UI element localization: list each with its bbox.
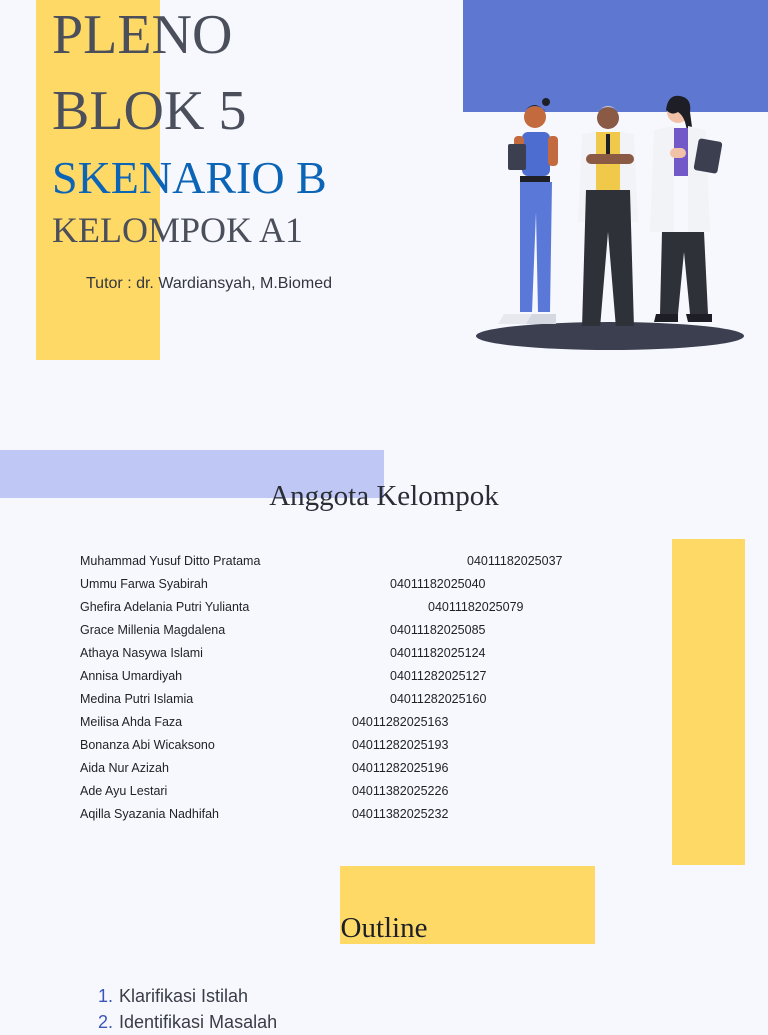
member-name: Ghefira Adelania Putri Yulianta: [80, 600, 250, 614]
title-line-1: PLENO: [52, 4, 233, 66]
yellow-accent-block-right: [672, 539, 745, 865]
member-id: 04011182025085: [390, 623, 486, 637]
member-row: [80, 737, 640, 760]
outline-item: [98, 983, 277, 1009]
members-list: [80, 553, 640, 829]
tutor-line: Tutor : dr. Wardiansyah, M.Biomed: [86, 275, 333, 292]
member-name: Medina Putri Islamia: [80, 692, 194, 706]
member-id: 04011182025079: [428, 600, 524, 614]
member-name: Athaya Nasywa Islami: [80, 646, 203, 660]
member-row: [80, 714, 640, 737]
member-row: [80, 622, 640, 645]
member-row: [80, 668, 640, 691]
outline-text: Klarifikasi Istilah: [119, 986, 249, 1006]
member-name: Ummu Farwa Syabirah: [80, 577, 208, 591]
member-row: [80, 783, 640, 806]
member-name: Meilisa Ahda Faza: [80, 715, 183, 729]
nurse-figure: [498, 98, 558, 324]
member-id: 04011382025226: [352, 784, 449, 798]
member-name: Aqilla Syazania Nadhifah: [80, 807, 219, 821]
scenario-title: SKENARIO B: [52, 152, 327, 203]
member-name: Muhammad Yusuf Ditto Pratama: [80, 554, 261, 568]
member-row: [80, 599, 640, 622]
member-name: Aida Nur Azizah: [80, 761, 169, 775]
member-id: 04011182025124: [390, 646, 486, 660]
member-id: 04011182025040: [390, 577, 486, 591]
outline-text: Identifikasi Masalah: [119, 1012, 278, 1032]
member-id: 04011282025127: [390, 669, 487, 683]
outline-heading: Outline: [340, 912, 428, 944]
title-line-2: BLOK 5: [52, 80, 247, 142]
outline-item: [98, 1009, 277, 1035]
member-row: [80, 760, 640, 783]
group-title: KELOMPOK A1: [52, 210, 304, 250]
member-id: 04011282025193: [352, 738, 449, 752]
member-name: Grace Millenia Magdalena: [80, 623, 226, 637]
member-name: Ade Ayu Lestari: [80, 784, 168, 798]
member-id: 04011282025160: [390, 692, 487, 706]
member-name: Annisa Umardiyah: [80, 669, 183, 683]
medical-team-illustration: [474, 92, 754, 354]
member-id: 04011282025163: [352, 715, 449, 729]
outline-number: 2.: [98, 1012, 114, 1032]
members-heading: Anggota Kelompok: [269, 480, 499, 512]
member-row: [80, 576, 640, 599]
member-name: Bonanza Abi Wicaksono: [80, 738, 215, 752]
outline-number: 1.: [98, 986, 114, 1006]
member-id: 04011282025196: [352, 761, 449, 775]
member-row: [80, 645, 640, 668]
member-row: [80, 691, 640, 714]
male-doctor-figure: [576, 106, 638, 336]
member-row: [80, 806, 640, 829]
member-row: [80, 553, 640, 576]
member-id: 04011382025232: [352, 807, 449, 821]
female-doctor-figure: [650, 96, 723, 322]
member-id: 04011182025037: [467, 554, 563, 568]
outline-list: [98, 983, 277, 1035]
